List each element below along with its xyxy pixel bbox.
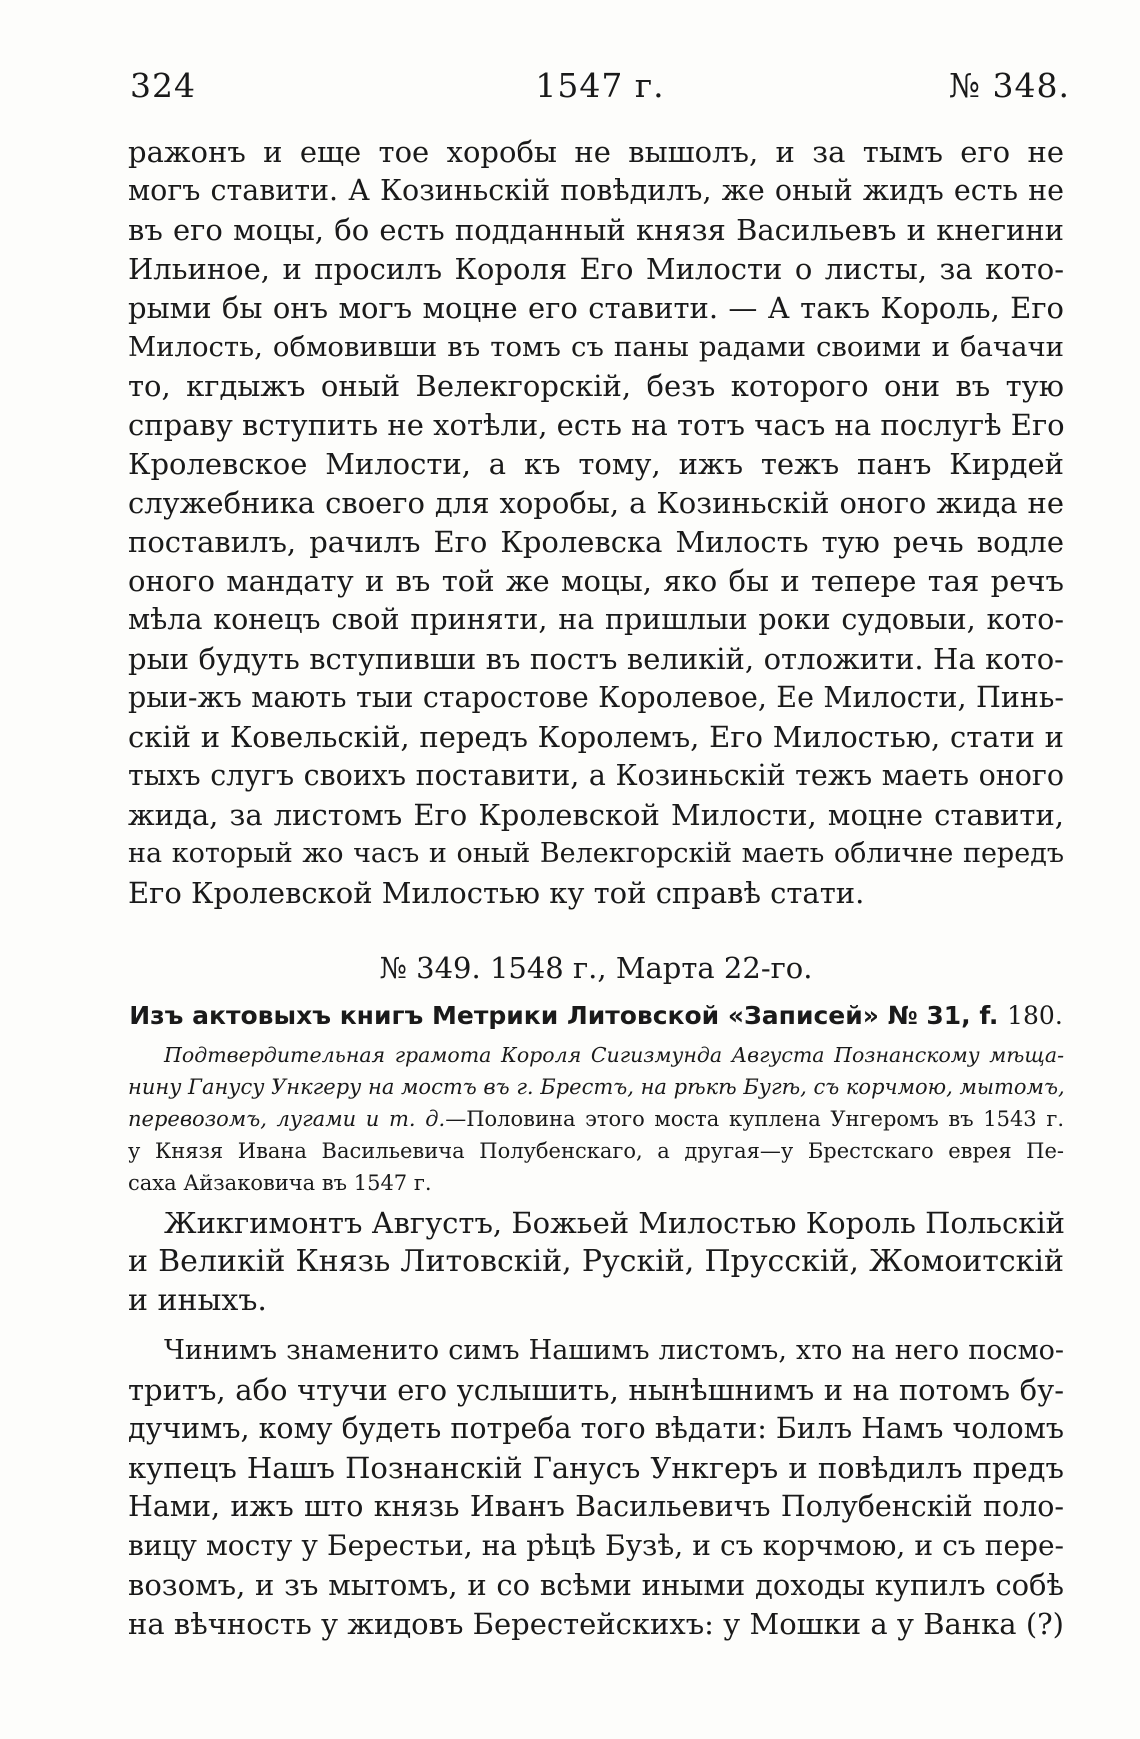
document-number: № 348. bbox=[948, 66, 1070, 105]
text-line: справу вступить не хотѣли, есть на тотъ часъ на послугѣ Его bbox=[128, 408, 1065, 442]
intitulatio-line: и Великiй Князь Литовскiй, Рускiй, Прусскiй, Жомоитскiй bbox=[128, 1244, 1064, 1279]
text-line: то, кгдыжъ оный Велекгорскiй, безъ которого они въ тую bbox=[128, 369, 1064, 403]
text-line: скiй и Ковельскiй, передъ Королемъ, Его Милостью, стати и bbox=[128, 720, 1064, 754]
summary-roman: у Князя Ивана Васильевича Полубенскаго, а другая—у Брестскаго еврея Пе- bbox=[128, 1139, 1064, 1163]
summary-line bbox=[128, 1167, 1064, 1199]
summary-line bbox=[128, 1071, 1064, 1103]
summary-italic: Подтвердительная грамота Короля Сигизмунда Августа Познанскому мѣща- bbox=[164, 1043, 1064, 1067]
source-prefix: Изъ актовыхъ книгъ Метрики Литовской «Записей» № 31, f. bbox=[129, 1001, 999, 1030]
text-line: поставилъ, рачилъ Его Кролевска Милость тую речь водле bbox=[128, 525, 1064, 559]
body-line: Чинимъ знаменито симъ Нашимъ листомъ, хто на него посмо- bbox=[164, 1335, 1064, 1366]
document-title: № 349. 1548 г., Марта 22-го. bbox=[379, 951, 813, 985]
source-folio: 180. bbox=[1007, 1001, 1063, 1030]
intitulatio-line: Жикгимонтъ Августъ, Божьей Милостью Король Польскiй bbox=[164, 1206, 1066, 1240]
page-number: 324 bbox=[130, 66, 196, 105]
text-line: рыи-жъ мають тыи старостове Королевое, Ее Милости, Пинь- bbox=[128, 681, 1064, 714]
body-line: тритъ, або чтучи его услышить, нынѣшнимъ и на потомъ бу- bbox=[128, 1373, 1064, 1407]
body-line: купецъ Нашъ Познанскiй Ганусъ Ункгеръ и повѣдилъ предъ bbox=[128, 1451, 1064, 1485]
text-line: ражонъ и еще тое хоробы не вышолъ, и за тымъ его не bbox=[128, 135, 1064, 169]
summary-italic: перевозомъ, лугами и т. д. bbox=[128, 1107, 446, 1131]
text-line: оного мандату и въ той же моцы, яко бы и тепере тая речъ bbox=[128, 564, 1064, 598]
text-line: Милость, обмовивши въ томъ съ паны радами своими и бачачи bbox=[128, 331, 1064, 363]
text-line: могъ ставити. А Козиньскiй повѣдилъ, же оный жидъ есть не bbox=[128, 174, 1064, 207]
body-line: Нами, ижъ што князь Иванъ Васильевичъ Полубенскiй поло- bbox=[128, 1490, 1064, 1523]
source-reference bbox=[128, 997, 1064, 1035]
text-line: въ его моцы, бо есть подданный князя Васильевъ и кнегини bbox=[128, 213, 1064, 247]
intitulatio-line: и иныхъ. bbox=[128, 1283, 267, 1318]
summary-roman: саха Айзаковича въ 1547 г. bbox=[128, 1171, 432, 1195]
text-line: жида, за листомъ Его Кролевской Милости, моцне ставити, bbox=[128, 798, 1064, 832]
text-line: рыми бы онъ могъ моцне его ставити. — А такъ Король, Его bbox=[128, 291, 1064, 325]
text-line: рыи будуть вступивши въ постъ великiй, отложити. На кото- bbox=[128, 642, 1064, 676]
text-line: мѣла конецъ свой приняти, на пришлыи роки судовыи, кото- bbox=[128, 603, 1064, 636]
summary-line bbox=[128, 1103, 1064, 1135]
text-line: служебника своего для хоробы, а Козиньскiй оного жида не bbox=[128, 486, 1064, 520]
body-line: на вѣчность у жидовъ Берестейскихъ: у Мошки а у Ванка (?) bbox=[128, 1607, 1064, 1641]
summary-line bbox=[164, 1039, 1064, 1071]
text-line: Кролевское Милости, а къ тому, ижъ тежъ панъ Кирдей bbox=[128, 447, 1064, 481]
header-year: 1547 г. bbox=[535, 66, 665, 105]
text-line: Его Кролевской Милостью ку той справѣ стати. bbox=[128, 876, 865, 910]
text-line: тыхъ слугъ своихъ поставити, а Козиньскiй тежъ маеть оного bbox=[128, 759, 1064, 792]
summary-line bbox=[128, 1135, 1064, 1167]
summary-italic: нину Ганусу Ункгеру на мостъ въ г. Брестъ, на рѣкѣ Бугѣ, съ корчмою, мытомъ, bbox=[128, 1075, 1065, 1099]
running-header bbox=[130, 66, 1070, 116]
body-line: дучимъ, кому будеть потреба того вѣдати: Билъ Намъ чоломъ bbox=[128, 1412, 1064, 1445]
body-line: возомъ, и зъ мытомъ, и со всѣми иными доходы купилъ собѣ bbox=[128, 1568, 1064, 1602]
text-line: Ильиное, и просилъ Короля Его Милости о листы, за кото- bbox=[128, 252, 1064, 286]
text-line: на который жо часъ и оный Велекгорскiй маеть обличне передъ bbox=[128, 838, 1064, 869]
summary-roman: —Половина этого моста куплена Унгеромъ въ 1543 г. bbox=[445, 1107, 1064, 1131]
body-line: вицу мосту у Берестьи, на рѣцѣ Бузѣ, и съ корчмою, и съ пере- bbox=[128, 1529, 1064, 1562]
